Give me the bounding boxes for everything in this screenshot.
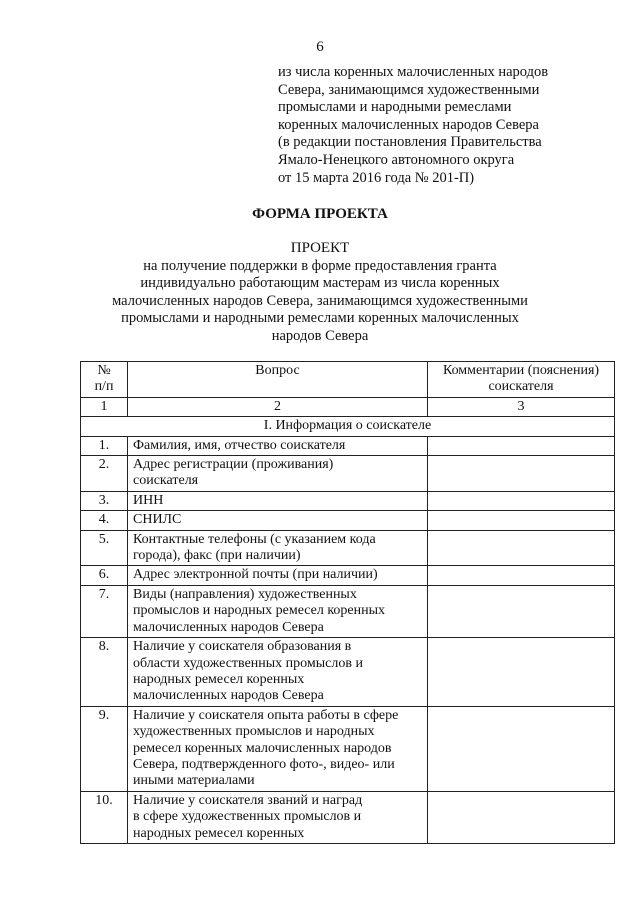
question-line: малочисленных народов Севера bbox=[133, 619, 324, 635]
comment-cell[interactable] bbox=[428, 638, 615, 707]
question-line: Наличие у соискателя опыта работы в сфере bbox=[133, 707, 399, 723]
column-number-row bbox=[81, 397, 615, 416]
form-title: ФОРМА ПРОЕКТА bbox=[252, 206, 388, 222]
question-line: Фамилия, имя, отчество соискателя bbox=[133, 437, 346, 453]
row-number: 3. bbox=[81, 491, 128, 510]
header-line: Севера, занимающимся художественными bbox=[278, 81, 540, 98]
question-line: города), факс (при наличии) bbox=[133, 548, 301, 564]
table-row bbox=[81, 585, 615, 637]
header-number-abbrev: п/п bbox=[94, 379, 114, 395]
question-line: Адрес регистрации (проживания) bbox=[133, 457, 334, 473]
project-form-table bbox=[80, 361, 615, 844]
question-line: Виды (направления) художественных bbox=[133, 586, 357, 602]
subtitle-line: промыслами и народными ремеслами коренных малочисленных bbox=[121, 310, 519, 327]
section-row bbox=[81, 417, 615, 436]
question-line: Наличие у соискателя званий и наград bbox=[133, 792, 363, 808]
header-comment-line: соискателя bbox=[488, 379, 554, 395]
header-line: (в редакции постановления Правительства bbox=[278, 134, 542, 151]
column-number: 3 bbox=[428, 397, 615, 416]
table-row bbox=[81, 530, 615, 566]
header-line: от 15 марта 2016 года № 201-П) bbox=[278, 169, 475, 186]
question-cell bbox=[128, 566, 428, 585]
question-line: народных ремесел коренных bbox=[133, 825, 305, 841]
question-cell bbox=[128, 530, 428, 566]
row-number: 2. bbox=[81, 456, 128, 492]
question-line: Контактные телефоны (с указанием кода bbox=[133, 531, 376, 547]
table-row bbox=[81, 566, 615, 585]
subtitle-line: малочисленных народов Севера, занимающимся художественными bbox=[112, 292, 528, 309]
subtitle-line: на получение поддержки в форме предоставления гранта bbox=[143, 258, 497, 274]
question-line: СНИЛС bbox=[133, 512, 182, 528]
comment-cell[interactable] bbox=[428, 791, 615, 843]
question-cell bbox=[128, 706, 428, 791]
table-row bbox=[81, 791, 615, 843]
comment-cell[interactable] bbox=[428, 585, 615, 637]
table-row bbox=[81, 706, 615, 791]
row-number: 10. bbox=[81, 791, 128, 843]
row-number: 7. bbox=[81, 585, 128, 637]
header-number-sign: № bbox=[97, 363, 111, 378]
comment-cell[interactable] bbox=[428, 530, 615, 566]
document-header bbox=[278, 64, 608, 187]
question-line: соискателя bbox=[133, 473, 199, 489]
header-cell-question: Вопрос bbox=[128, 362, 428, 398]
table-row bbox=[81, 456, 615, 492]
comment-cell[interactable] bbox=[428, 491, 615, 510]
question-line: народных ремесел коренных bbox=[133, 671, 305, 687]
table-header-row bbox=[81, 362, 615, 398]
subtitle-line: народов Севера bbox=[271, 327, 369, 344]
row-number: 9. bbox=[81, 706, 128, 791]
table-row bbox=[81, 511, 615, 530]
question-line: ИНН bbox=[133, 492, 164, 508]
question-cell bbox=[128, 585, 428, 637]
row-number: 4. bbox=[81, 511, 128, 530]
question-line: в сфере художественных промыслов и bbox=[133, 809, 362, 825]
question-line: иными материалами bbox=[133, 773, 255, 789]
question-line: малочисленных народов Севера bbox=[133, 688, 324, 704]
section-heading: I. Информация о соискателе bbox=[81, 417, 615, 436]
question-cell bbox=[128, 511, 428, 530]
row-number: 1. bbox=[81, 436, 128, 455]
row-number: 5. bbox=[81, 530, 128, 566]
question-cell bbox=[128, 491, 428, 510]
subtitle-line: индивидуально работающим мастерам из числа коренных bbox=[140, 275, 500, 292]
header-line: Ямало-Ненецкого автономного округа bbox=[278, 151, 515, 168]
header-cell-number bbox=[81, 362, 128, 398]
comment-cell[interactable] bbox=[428, 511, 615, 530]
question-cell bbox=[128, 791, 428, 843]
question-line: Адрес электронной почты (при наличии) bbox=[133, 567, 378, 583]
project-title: ПРОЕКТ bbox=[290, 240, 350, 256]
question-line: промыслов и народных ремесел коренных bbox=[133, 603, 386, 619]
table-row bbox=[81, 436, 615, 455]
header-cell-comment bbox=[428, 362, 615, 398]
column-number: 1 bbox=[81, 397, 128, 416]
row-number: 6. bbox=[81, 566, 128, 585]
page-number: 6 bbox=[316, 39, 324, 55]
row-number: 8. bbox=[81, 638, 128, 707]
comment-cell[interactable] bbox=[428, 706, 615, 791]
project-subtitle bbox=[100, 258, 540, 345]
table-row bbox=[81, 638, 615, 707]
table-row bbox=[81, 491, 615, 510]
column-number: 2 bbox=[128, 397, 428, 416]
question-cell bbox=[128, 456, 428, 492]
question-line: художественных промыслов и народных bbox=[133, 724, 375, 740]
question-cell bbox=[128, 436, 428, 455]
question-line: ремесел коренных малочисленных народов bbox=[133, 740, 392, 756]
question-line: области художественных промыслов и bbox=[133, 655, 363, 671]
comment-cell[interactable] bbox=[428, 566, 615, 585]
header-line: из числа коренных малочисленных народов bbox=[278, 64, 549, 80]
question-cell bbox=[128, 638, 428, 707]
question-line: Наличие у соискателя образования в bbox=[133, 639, 352, 655]
header-line: коренных малочисленных народов Севера bbox=[278, 116, 539, 133]
question-line: Севера, подтвержденного фото-, видео- или bbox=[133, 756, 395, 772]
header-line: промыслами и народными ремеслами bbox=[278, 99, 512, 116]
comment-cell[interactable] bbox=[428, 456, 615, 492]
header-comment-line: Комментарии (пояснения) bbox=[442, 363, 600, 378]
comment-cell[interactable] bbox=[428, 436, 615, 455]
